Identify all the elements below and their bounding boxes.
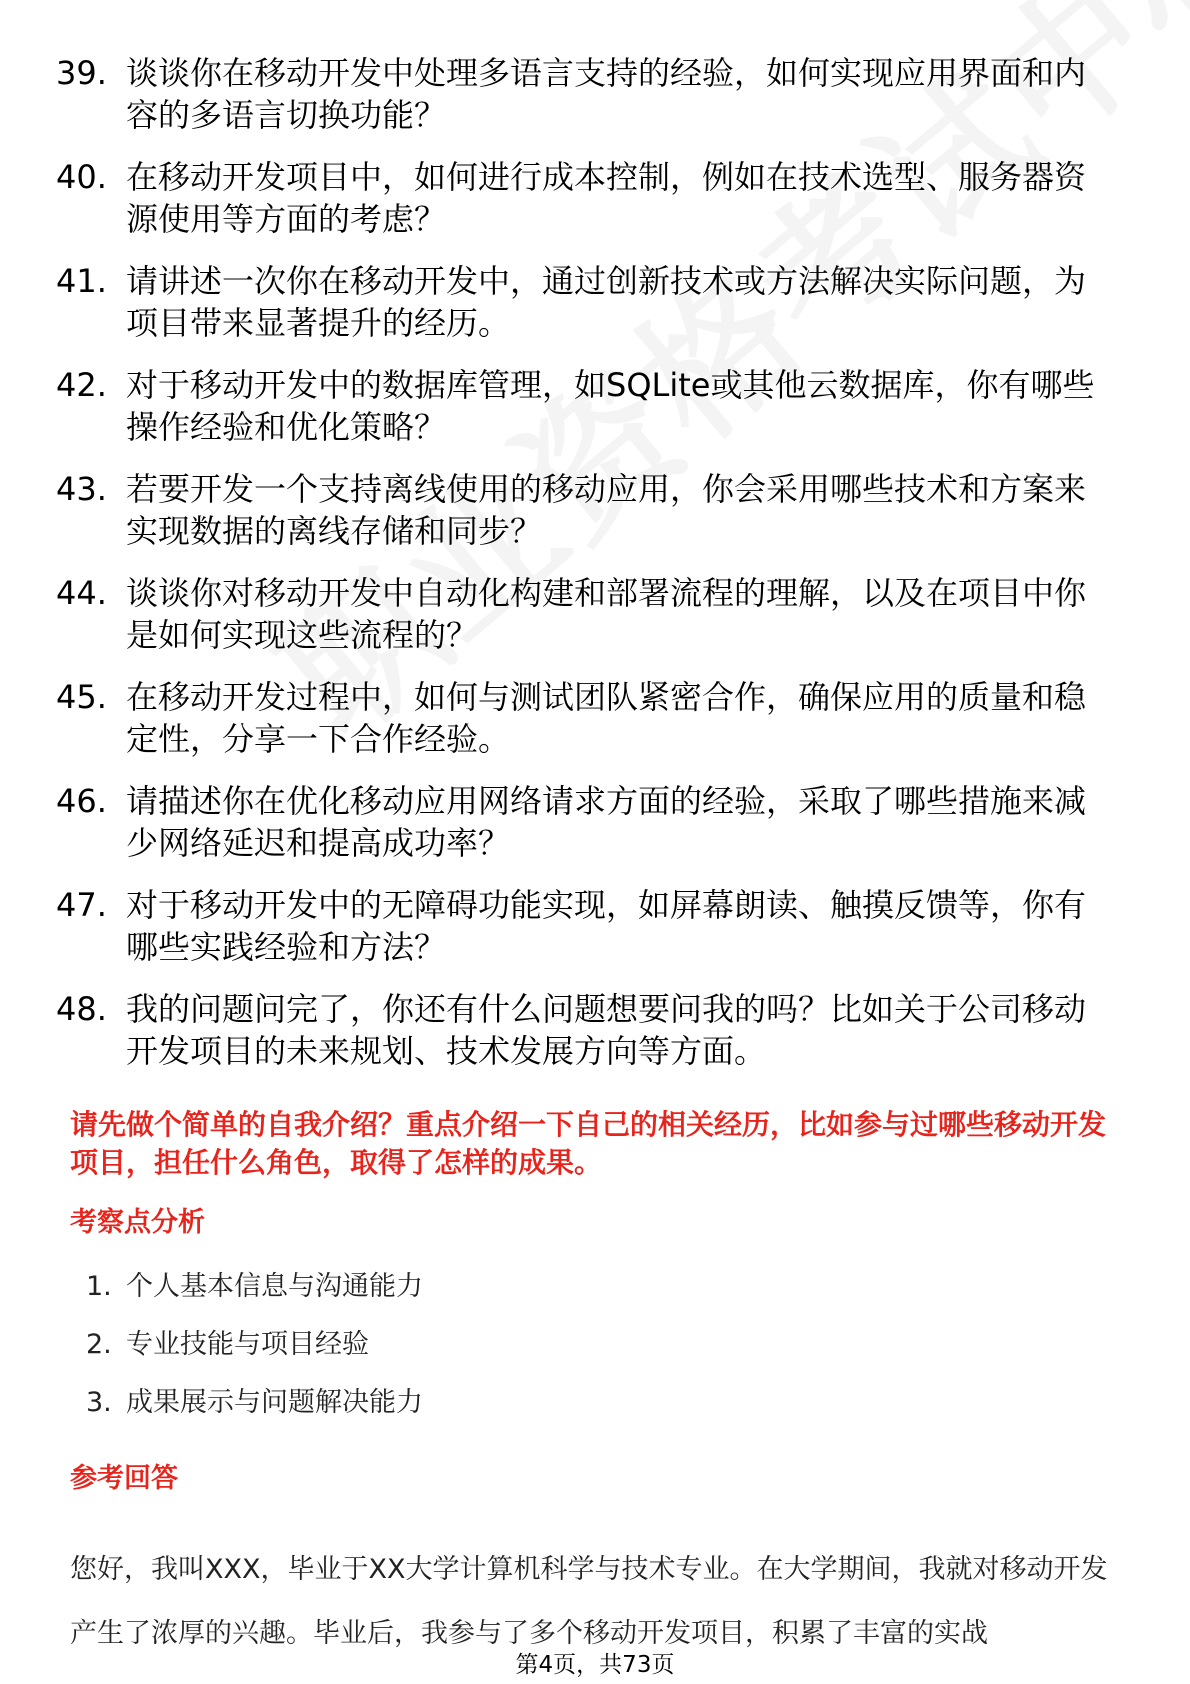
question-number: 40. <box>56 158 107 196</box>
question-text: 若要开发一个支持离线使用的移动应用，你会采用哪些技术和方案来实现数据的离线存储和同步？ <box>126 470 1087 550</box>
question-item <box>56 52 1116 136</box>
question-text: 谈谈你对移动开发中自动化构建和部署流程的理解，以及在项目中你是如何实现这些流程的？ <box>126 574 1087 654</box>
analysis-text: 个人基本信息与沟通能力 <box>126 1271 423 1302</box>
question-text: 谈谈你在移动开发中处理多语言支持的经验，如何实现应用界面和内容的多语言切换功能？ <box>126 54 1087 134</box>
featured-question: 请先做个简单的自我介绍？重点介绍一下自己的相关经历，比如参与过哪些移动开发项目，担任什么角色，取得了怎样的成果。 <box>70 1108 1107 1179</box>
question-text: 请描述你在优化移动应用网络请求方面的经验，采取了哪些措施来减少网络延迟和提高成功率？ <box>126 782 1087 862</box>
analysis-text: 成果展示与问题解决能力 <box>126 1387 423 1418</box>
question-text: 请讲述一次你在移动开发中，通过创新技术或方法解决实际问题，为项目带来显著提升的经历。 <box>126 262 1087 342</box>
question-item <box>56 780 1116 864</box>
analysis-number: 1. <box>86 1271 112 1302</box>
question-text: 对于移动开发中的数据库管理，如SQLite或其他云数据库，你有哪些操作经验和优化策略？ <box>126 366 1095 446</box>
question-number: 46. <box>56 782 107 820</box>
analysis-list <box>86 1269 423 1443</box>
analysis-item <box>86 1269 423 1327</box>
question-item <box>56 468 1116 552</box>
question-list <box>56 52 1116 1092</box>
question-item <box>56 676 1116 760</box>
question-number: 41. <box>56 262 107 300</box>
question-item <box>56 884 1116 968</box>
question-number: 47. <box>56 886 107 924</box>
question-item <box>56 364 1116 448</box>
question-number: 48. <box>56 990 107 1028</box>
question-item <box>56 988 1116 1072</box>
question-text: 对于移动开发中的无障碍功能实现，如屏幕朗读、触摸反馈等，你有哪些实践经验和方法？ <box>126 886 1087 966</box>
analysis-item <box>86 1327 423 1385</box>
reference-answer: 您好，我叫XXX，毕业于XX大学计算机科学与技术专业。在大学期间，我就对移动开发产生了浓厚的兴趣。毕业后，我参与了多个移动开发项目，积累了丰富的实战 <box>70 1554 1108 1649</box>
question-number: 45. <box>56 678 107 716</box>
page-footer: 第4页，共73页 <box>515 1652 675 1678</box>
question-item <box>56 156 1116 240</box>
analysis-number: 2. <box>86 1329 112 1360</box>
analysis-number: 3. <box>86 1387 112 1418</box>
question-text: 在移动开发过程中，如何与测试团队紧密合作，确保应用的质量和稳定性，分享一下合作经验。 <box>126 678 1087 758</box>
analysis-heading: 考察点分析 <box>70 1207 205 1238</box>
reference-heading: 参考回答 <box>70 1463 178 1494</box>
question-number: 39. <box>56 54 107 92</box>
question-item <box>56 260 1116 344</box>
analysis-text: 专业技能与项目经验 <box>126 1329 369 1360</box>
analysis-item <box>86 1385 423 1443</box>
question-item <box>56 572 1116 656</box>
question-text: 在移动开发项目中，如何进行成本控制，例如在技术选型、服务器资源使用等方面的考虑？ <box>126 158 1087 238</box>
question-number: 43. <box>56 470 107 508</box>
question-number: 44. <box>56 574 107 612</box>
question-text: 我的问题问完了，你还有什么问题想要问我的吗？比如关于公司移动开发项目的未来规划、技术发展方向等方面。 <box>126 990 1087 1070</box>
question-number: 42. <box>56 366 107 404</box>
